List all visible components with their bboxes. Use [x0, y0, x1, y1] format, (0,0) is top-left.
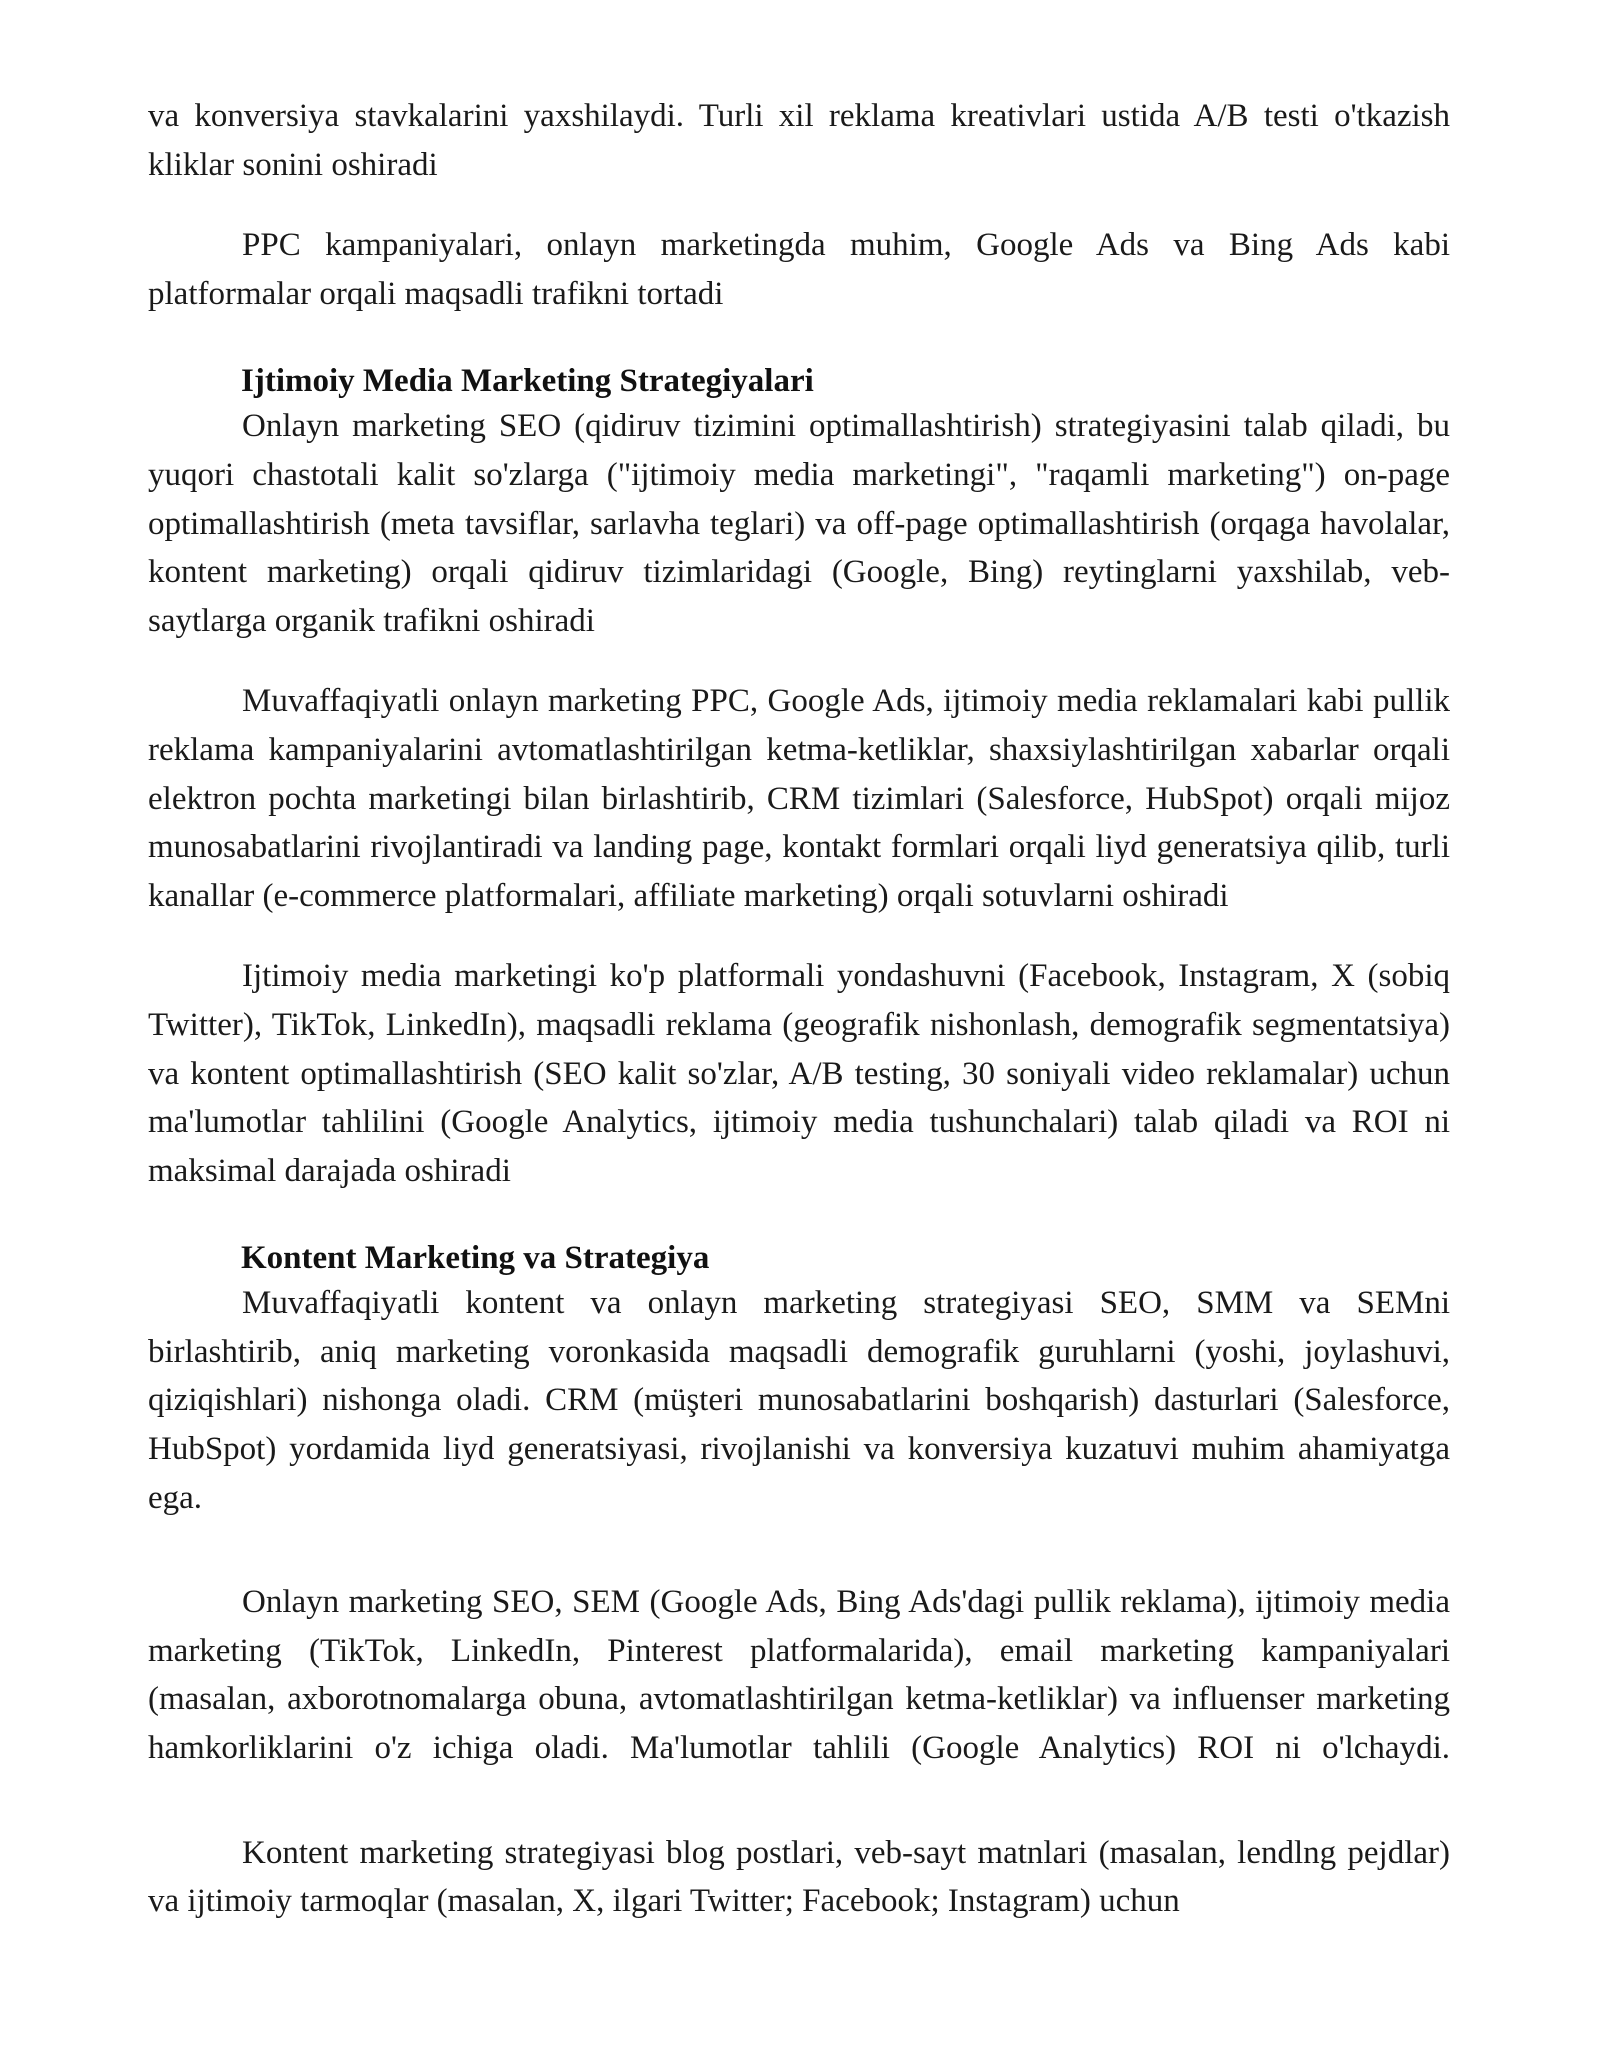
- paragraph-social-media: Ijtimoiy media marketingi ko'p platformali yondashuvni (Facebook, Instagram, X (sobiq Twitter), TikTok, LinkedIn), maqsadli reklama (geografik nishonlash, demografik segmentatsiya) va kontent optimallashtirish (SEO kalit so'zlar, A/B testing, 30 soniyali video reklamalar) uchun ma'lumotlar tahlilini (Google Analytics, ijtimoiy media tushunchalari) talab qiladi va ROI ni maksimal darajada oshiradi: [148, 958, 1450, 1189]
- document-body: [148, 92, 1450, 1926]
- paragraph-continuation: va konversiya stavkalarini yaxshilaydi. Turli xil reklama kreativlari ustida A/B testi o'tkazish kliklar sonini oshiradi: [148, 98, 1450, 183]
- heading-social-media-strategies: Ijtimoiy Media Marketing Strategiyalari: [241, 363, 814, 400]
- heading-content-marketing: Kontent Marketing va Strategiya: [241, 1240, 710, 1277]
- paragraph-online-marketing: Onlayn marketing SEO, SEM (Google Ads, Bing Ads'dagi pullik reklama), ijtimoiy media marketing (TikTok, LinkedIn, Pinterest platformalarida), email marketing kampaniyalari (masalan, axborotnomalarga obuna, avtomatlashtirilgan ketma-ketliklar) va influenser marketing hamkorliklarini o'z ichiga oladi. Ma'lumotlar tahlili (Google Analytics) ROI ni o'lchaydi.: [148, 1584, 1450, 1767]
- paragraph-seo: Onlayn marketing SEO (qidiruv tizimini optimallashtirish) strategiyasini talab qiladi, bu yuqori chastotali kalit so'zlarga ("ijtimoiy media marketingi", "raqamli marketing") on-page optimallashtirish (meta tavsiflar, sarlavha teglari) va off-page optimallashtirish (orqaga havolalar, kontent marketing) orqali qidiruv tizimlaridagi (Google, Bing) reytinglarni yaxshilab, veb-saytlarga organik trafikni oshiradi: [148, 408, 1450, 639]
- paragraph-paid-ads: Muvaffaqiyatli onlayn marketing PPC, Google Ads, ijtimoiy media reklamalari kabi pullik reklama kampaniyalarini avtomatlashtirilgan ketma-ketliklar, shaxsiylashtirilgan xabarlar orqali elektron pochta marketingi bilan birlashtirib, CRM tizimlari (Salesforce, HubSpot) orqali mijoz munosabatlarini rivojlantiradi va landing page, kontakt formlari orqali liyd generatsiya qilib, turli kanallar (e-commerce platformalari, affiliate marketing) orqali sotuvlarni oshiradi: [148, 683, 1450, 914]
- paragraph-content-plan: Kontent marketing strategiyasi blog postlari, veb-sayt matnlari (masalan, lendlng pejdlar) va ijtimoiy tarmoqlar (masalan, X, ilgari Twitter; Facebook; Instagram) uchun: [148, 1834, 1450, 1920]
- paragraph-ppc: PPC kampaniyalari, onlayn marketingda muhim, Google Ads va Bing Ads kabi platformalar orqali maqsadli trafikni tortadi: [148, 227, 1450, 312]
- paragraph-content-strategy: Muvaffaqiyatli kontent va onlayn marketing strategiyasi SEO, SMM va SEMni birlashtirib, aniq marketing voronkasida maqsadli demografik guruhlarni (yoshi, joylashuvi, qiziqishlari) nishonga oladi. CRM (müşteri munosabatlarini boshqarish) dasturlari (Salesforce, HubSpot) yordamida liyd generatsiyasi, rivojlanishi va konversiya kuzatuvi muhim ahamiyatga ega.: [148, 1285, 1450, 1516]
